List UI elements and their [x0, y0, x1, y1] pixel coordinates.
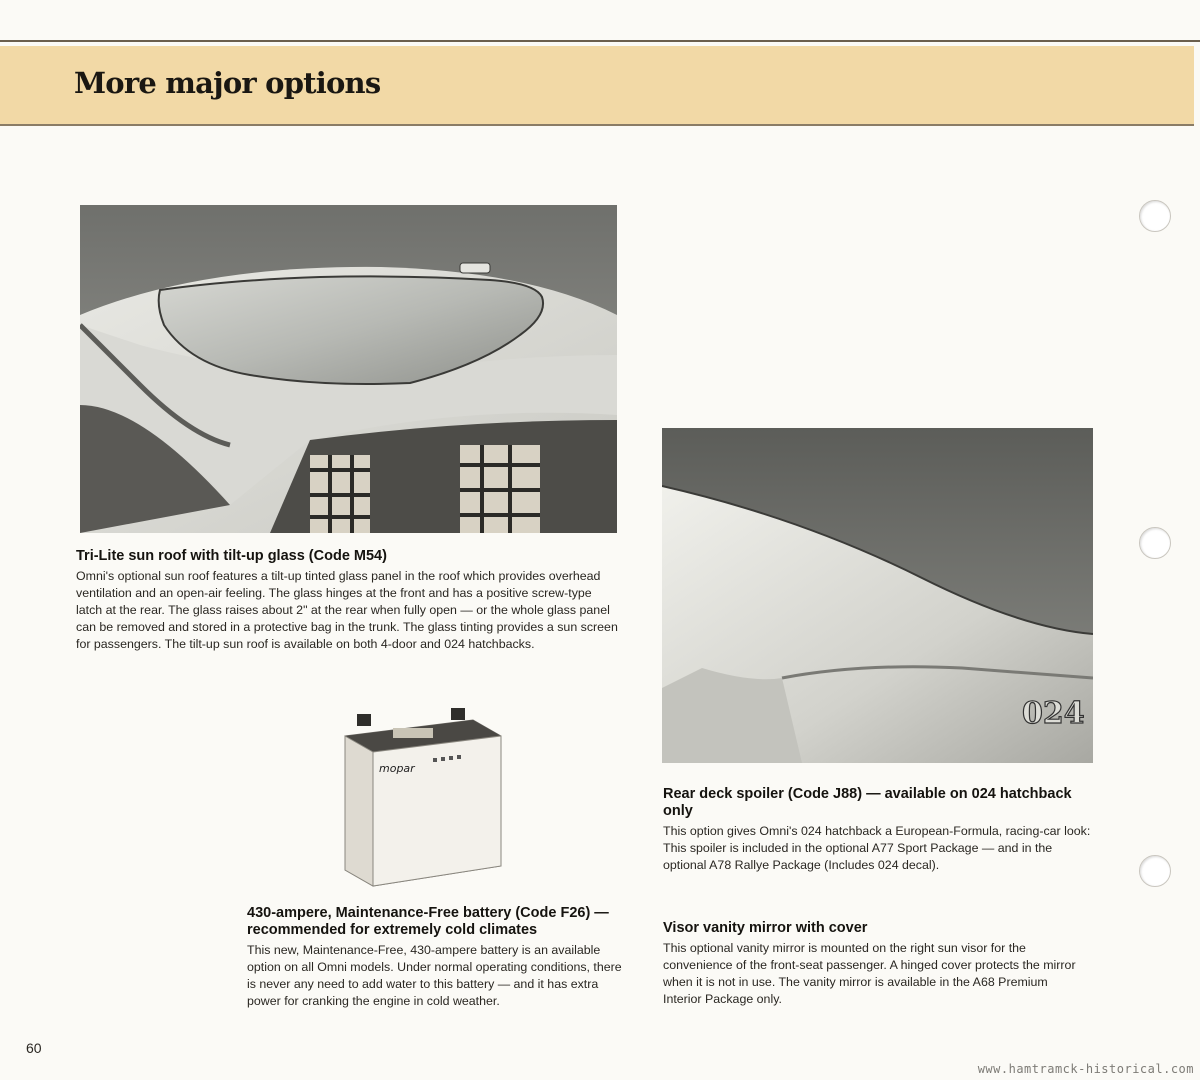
spoiler-photo [662, 428, 1093, 763]
spoiler-body: This option gives Omni's 024 hatchback a European-Formula, racing-car look: This spoiler is included in the optional A77 Sport Package — and in the optional A78 Rallye Package (Includes 024 decal). [663, 824, 1091, 872]
sunroof-section [76, 548, 621, 653]
title-banner [0, 46, 1194, 126]
sunroof-heading: Tri-Lite sun roof with tilt-up glass (Code M54) [76, 548, 387, 564]
spoiler-heading: Rear deck spoiler (Code J88) — available on 024 hatchback only [663, 786, 1072, 819]
top-rule [0, 40, 1200, 42]
spoiler-section [663, 786, 1095, 874]
sunroof-photo [80, 205, 617, 533]
watermark: www.hamtramck-historical.com [977, 1062, 1194, 1076]
sunroof-body: Omni's optional sun roof features a tilt-up tinted glass panel in the roof which provides overhead ventilation and an open-air feeling. The glass hinges at the front and has a positive screw-type latch at the rear. The glass raises about 2" at the rear when fully open — or the whole glass panel can be removed and stored in a protective bag in the trunk. The glass tinting provides a sun screen for passengers. The tilt-up sun roof is available on both 4-door and 024 hatchbacks. [76, 569, 618, 651]
page-number: 60 [26, 1040, 42, 1056]
battery-photo [333, 706, 513, 892]
battery-brand-label: mopar [379, 762, 415, 775]
binder-hole [1139, 527, 1171, 559]
visor-section [663, 920, 1083, 1008]
badge-024: 024 [1022, 696, 1085, 731]
battery-heading: 430-ampere, Maintenance-Free battery (Code F26) — recommended for extremely cold climates [247, 905, 609, 938]
visor-body: This optional vanity mirror is mounted on the right sun visor for the convenience of the front-seat passenger. A hinged cover protects the mirror when it is not in use. The vanity mirror is available in the A68 Premium Interior Package only. [663, 941, 1076, 1006]
battery-body: This new, Maintenance-Free, 430-ampere battery is an available option on all Omni models. Under normal operating conditions, there is never any need to add water to this battery — and it has extra power for cranking the engine in cold weather. [247, 943, 622, 1008]
battery-section [247, 905, 627, 1010]
binder-hole [1139, 200, 1171, 232]
page-title: More major options [74, 66, 381, 100]
visor-heading: Visor vanity mirror with cover [663, 920, 868, 936]
binder-hole [1139, 855, 1171, 887]
